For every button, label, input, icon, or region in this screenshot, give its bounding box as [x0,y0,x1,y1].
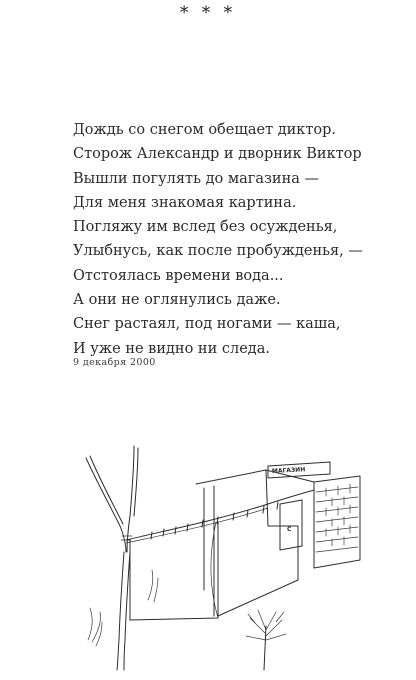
bush-sketch [246,610,286,670]
poem-date: 9 декабря 2000 [73,357,156,368]
poem-line: Отстоялась времени вода... [73,267,284,284]
clothesline-sketch [126,490,314,543]
street-sketch-illustration [68,440,368,672]
poem-line: Улыбнусь, как после пробужденья, — [73,243,363,260]
poem-line: Вышли погулять до магазина — [73,170,319,187]
poem-body [73,118,363,361]
hanging-sheet-sketch [130,522,218,620]
poem-line: А они не оглянулись даже. [73,292,281,309]
poem-line: Снег растаял, под ногами — каша, [73,316,341,333]
grass-sketch [88,570,158,646]
poem-line: Для меня знакомая картина. [73,194,297,211]
shop-building-sketch [196,462,360,616]
poem-line: Дождь со снегом обещает диктор. [73,122,337,138]
poem-line: Погляжу им вслед без осужденья, [73,219,338,236]
shop-sign-text: МАГАЗИН [271,466,306,475]
door-letter: С [287,526,292,533]
section-separator-stars: * * * [179,3,237,23]
sketch-drawing [68,440,368,672]
poem-line: И уже не видно ни следа. [73,340,270,357]
poem-line: Сторож Александр и дворник Виктор [73,146,362,163]
